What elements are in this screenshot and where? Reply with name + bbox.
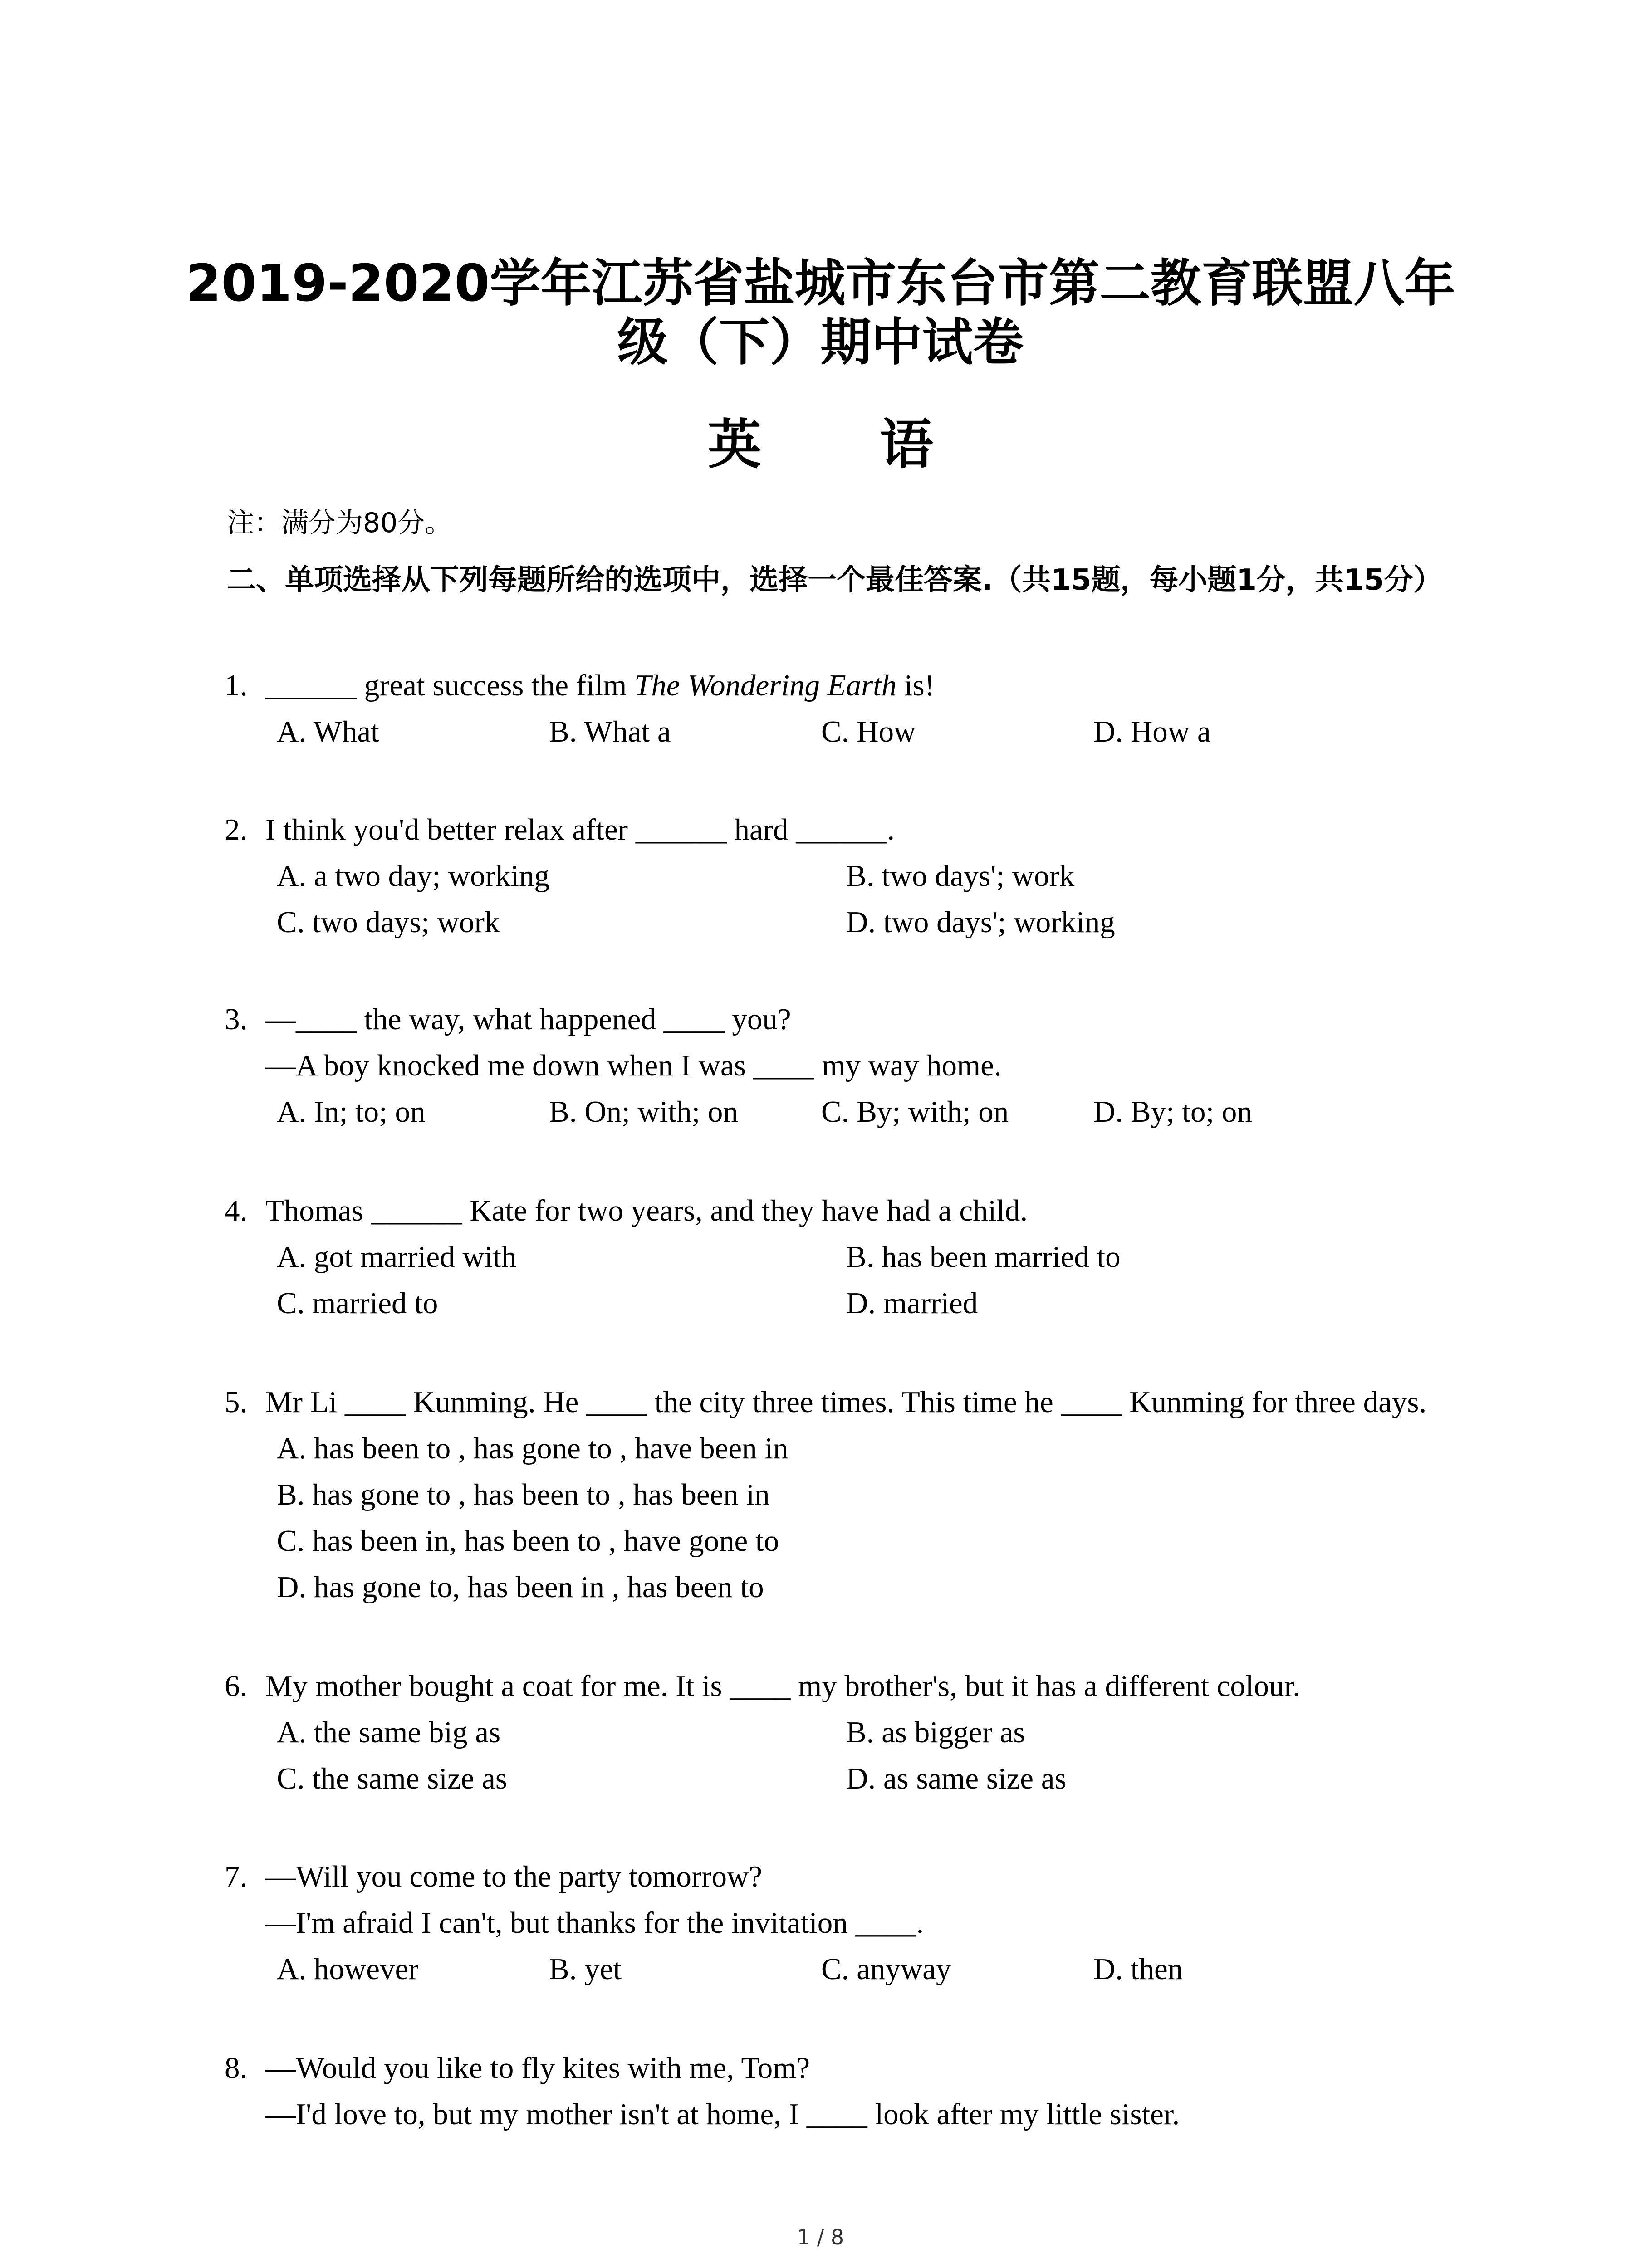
- option-a: A. What: [277, 715, 379, 748]
- question-number: 3.: [225, 1002, 248, 1036]
- option-a: A. a two day; working: [277, 859, 550, 893]
- option-d: D. How a: [1093, 715, 1211, 748]
- question-8: [225, 2045, 1486, 2137]
- option-a: A. the same big as: [277, 1716, 501, 1749]
- question-number: 4.: [225, 1194, 248, 1227]
- option-c: C. two days; work: [277, 905, 500, 939]
- question-3: [225, 996, 1486, 1135]
- option-a: A. In; to; on: [277, 1095, 426, 1129]
- question-6: [225, 1663, 1486, 1802]
- option-d: D. has gone to, has been in , has been to: [277, 1570, 764, 1604]
- option-d: D. as same size as: [846, 1762, 1067, 1795]
- exam-title-line-2: 级（下）期中试卷: [617, 313, 1024, 372]
- question-number: 7.: [225, 1860, 248, 1893]
- option-d: D. married: [846, 1286, 978, 1320]
- question-stem: I think you'd better relax after ______ hard ______.: [265, 813, 895, 846]
- option-b: B. has gone to , has been to , has been in: [277, 1478, 770, 1511]
- dialogue-line-1: —Will you come to the party tomorrow?: [265, 1860, 763, 1893]
- section-instructions: 二、单项选择从下列每题所给的选项中，选择一个最佳答案.（共15题，每小题1分，共15分）: [227, 563, 1442, 597]
- film-title: The Wondering Earth: [634, 669, 897, 702]
- dialogue-line-2: —I'm afraid I can't, but thanks for the invitation ____.: [265, 1906, 924, 1940]
- question-1: [225, 662, 1486, 755]
- question-4: [225, 1188, 1486, 1326]
- option-a: A. however: [277, 1952, 419, 1986]
- question-5: [225, 1379, 1486, 1610]
- page-number: 1 / 8: [797, 2225, 844, 2249]
- option-c: C. has been in, has been to , have gone to: [277, 1524, 779, 1558]
- question-number: 8.: [225, 2051, 248, 2085]
- option-c: C. married to: [277, 1286, 438, 1320]
- dialogue-line-1: —____ the way, what happened ____ you?: [265, 1002, 791, 1036]
- subject-heading: 英 语: [707, 413, 984, 476]
- question-stem: My mother bought a coat for me. It is ____ my brother's, but it has a different colour.: [265, 1669, 1300, 1703]
- option-b: B. has been married to: [846, 1240, 1121, 1274]
- option-b: B. What a: [549, 715, 671, 748]
- dialogue-line-2: —A boy knocked me down when I was ____ my way home.: [265, 1049, 1002, 1082]
- option-a: A. got married with: [277, 1240, 517, 1274]
- option-b: B. two days'; work: [846, 859, 1075, 893]
- option-d: D. By; to; on: [1093, 1095, 1252, 1129]
- option-c: C. How: [821, 715, 916, 748]
- question-stem: Mr Li ____ Kunming. He ____ the city three times. This time he ____ Kunming for three days.: [265, 1385, 1427, 1419]
- question-7: [225, 1853, 1486, 1992]
- exam-title-line-1: 2019-2020学年江苏省盐城市东台市第二教育联盟八年: [186, 254, 1455, 313]
- option-d: D. then: [1093, 1952, 1183, 1986]
- question-stem: ______ great success the film The Wondering Earth is!: [265, 669, 935, 702]
- question-number: 5.: [225, 1385, 248, 1419]
- option-b: B. On; with; on: [549, 1095, 738, 1129]
- question-2: [225, 807, 1486, 945]
- dialogue-line-1: —Would you like to fly kites with me, Tom?: [265, 2051, 810, 2085]
- score-note: 注：满分为80分。: [227, 507, 452, 539]
- question-number: 1.: [225, 669, 248, 702]
- option-a: A. has been to , has gone to , have been in: [277, 1432, 789, 1465]
- question-number: 2.: [225, 813, 248, 846]
- question-stem: Thomas ______ Kate for two years, and they have had a child.: [265, 1194, 1028, 1227]
- dialogue-line-2: —I'd love to, but my mother isn't at home, I ____ look after my little sister.: [265, 2097, 1180, 2131]
- question-number: 6.: [225, 1669, 248, 1703]
- option-b: B. as bigger as: [846, 1716, 1025, 1749]
- option-c: C. By; with; on: [821, 1095, 1009, 1129]
- option-d: D. two days'; working: [846, 905, 1115, 939]
- option-c: C. anyway: [821, 1952, 951, 1986]
- option-c: C. the same size as: [277, 1762, 507, 1795]
- option-b: B. yet: [549, 1952, 622, 1986]
